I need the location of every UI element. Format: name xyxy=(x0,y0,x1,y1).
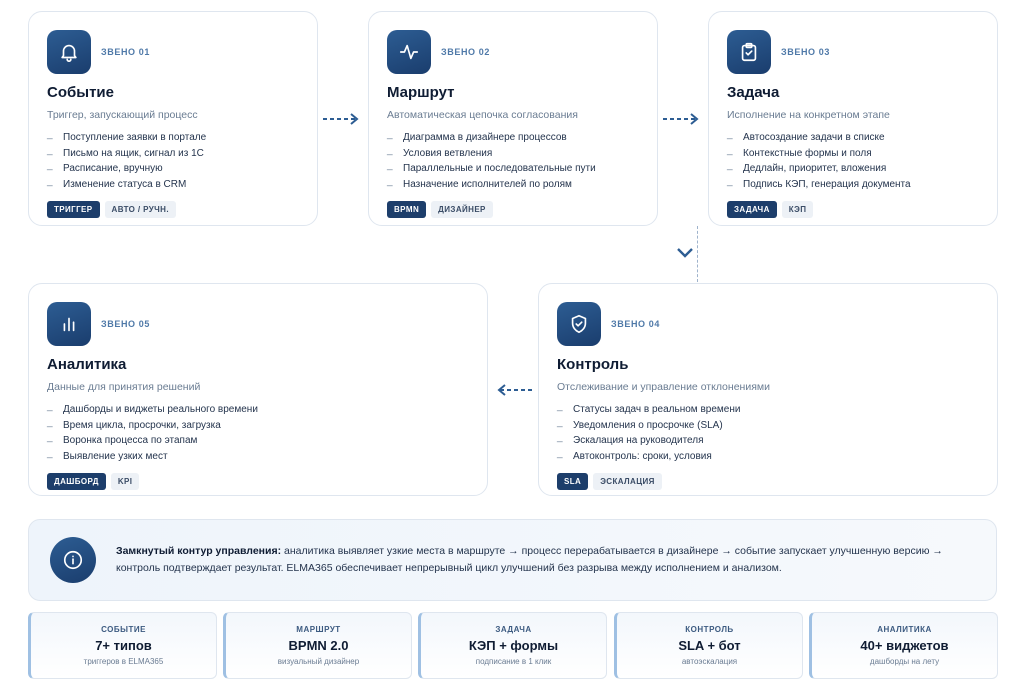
bar-chart-icon xyxy=(47,302,91,346)
step-label: ЗВЕНО 03 xyxy=(781,47,830,57)
stat-value: BPMN 2.0 xyxy=(288,638,349,653)
tag: ТРИГГЕР xyxy=(47,201,100,218)
summary-lead: Замкнутый контур управления: xyxy=(116,545,282,557)
stat-value: КЭП + формы xyxy=(468,638,559,653)
card-subtitle: Отслеживание и управление отклонениями xyxy=(557,381,770,393)
list-item: _ Время цикла, просрочки, загрузка xyxy=(47,418,471,434)
card-subtitle: Автоматическая цепочка согласования xyxy=(387,109,578,121)
card-event xyxy=(28,11,318,226)
shield-check-icon xyxy=(557,302,601,346)
step-label: ЗВЕНО 01 xyxy=(101,47,150,57)
list-item: _ Уведомления о просрочке (SLA) xyxy=(557,418,981,434)
card-title: Маршрут xyxy=(387,84,455,101)
summary-body: аналитика выявляет узкие места в маршруте → процесс перерабатывается в дизайнере → событие запускает улучшенную версию → контроль подтверждает результат. ELMA365 обеспечивает непрерывный цикл улучшений без разрыва между исполнением и анализом. xyxy=(116,545,943,574)
tag: АВТО / РУЧН. xyxy=(105,201,176,218)
list-item: _ Выявление узких мест xyxy=(47,449,471,465)
list-item: _ Условия ветвления xyxy=(387,146,641,162)
stat-card-event xyxy=(28,612,217,679)
bullet-list xyxy=(47,130,301,192)
list-item: _ Диаграмма в дизайнере процессов xyxy=(387,130,641,146)
arrow-down-icon xyxy=(674,240,696,285)
card-title: Событие xyxy=(47,84,114,101)
tag-group xyxy=(727,201,981,218)
stat-value: 40+ виджетов xyxy=(860,638,949,653)
list-item: _ Изменение статуса в CRM xyxy=(47,177,301,193)
list-item: _ Подпись КЭП, генерация документа xyxy=(727,177,981,193)
stat-note: автоэскалация xyxy=(681,657,738,666)
stat-card-analytics xyxy=(809,612,998,679)
summary-banner xyxy=(28,519,997,601)
bullet-list xyxy=(727,130,981,192)
tag-group xyxy=(387,201,641,218)
stat-note: триггеров в ELMA365 xyxy=(83,657,164,666)
tag: ЭСКАЛАЦИЯ xyxy=(593,473,662,490)
tag: BPMN xyxy=(387,201,426,218)
stat-label: СОБЫТИЕ xyxy=(101,625,146,634)
tag-group xyxy=(557,473,981,490)
bullet-list xyxy=(47,402,471,464)
card-subtitle: Данные для принятия решений xyxy=(47,381,201,393)
stat-label: ЗАДАЧА xyxy=(495,625,532,634)
tag: ДАШБОРД xyxy=(47,473,106,490)
stat-note: визуальный дизайнер xyxy=(277,657,360,666)
tag: КЭП xyxy=(782,201,814,218)
clipboard-check-icon xyxy=(727,30,771,74)
bell-icon xyxy=(47,30,91,74)
list-item: _ Расписание, вручную xyxy=(47,161,301,177)
card-route xyxy=(368,11,658,226)
info-icon xyxy=(50,537,96,583)
stat-card-control xyxy=(614,612,803,679)
list-item: _ Статусы задач в реальном времени xyxy=(557,402,981,418)
stat-note: подписание в 1 клик xyxy=(475,657,552,666)
step-label: ЗВЕНО 05 xyxy=(101,319,150,329)
arrow-left-icon xyxy=(494,381,534,399)
tag-group xyxy=(47,473,471,490)
card-title: Задача xyxy=(727,84,780,101)
stat-label: МАРШРУТ xyxy=(296,625,341,634)
card-subtitle: Триггер, запускающий процесс xyxy=(47,109,198,121)
arrow-right-icon xyxy=(322,110,362,128)
list-item: _ Автосоздание задачи в списке xyxy=(727,130,981,146)
list-item: _ Эскалация на руководителя xyxy=(557,433,981,449)
stat-card-route xyxy=(223,612,412,679)
summary-text xyxy=(116,543,976,577)
list-item: _ Автоконтроль: сроки, условия xyxy=(557,449,981,465)
activity-icon xyxy=(387,30,431,74)
tag: ДИЗАЙНЕР xyxy=(431,201,493,218)
tag: ЗАДАЧА xyxy=(727,201,777,218)
step-label: ЗВЕНО 04 xyxy=(611,319,660,329)
stat-label: КОНТРОЛЬ xyxy=(685,625,734,634)
tag: KPI xyxy=(111,473,140,490)
stat-label: АНАЛИТИКА xyxy=(877,625,932,634)
card-analytics xyxy=(28,283,488,496)
list-item: _ Воронка процесса по этапам xyxy=(47,433,471,449)
card-title: Аналитика xyxy=(47,356,127,373)
list-item: _ Контекстные формы и поля xyxy=(727,146,981,162)
card-subtitle: Исполнение на конкретном этапе xyxy=(727,109,890,121)
card-task xyxy=(708,11,998,226)
bullet-list xyxy=(387,130,641,192)
list-item: _ Дашборды и виджеты реального времени xyxy=(47,402,471,418)
list-item: _ Поступление заявки в портале xyxy=(47,130,301,146)
stat-value: SLA + бот xyxy=(678,638,741,653)
tag-group xyxy=(47,201,301,218)
bullet-list xyxy=(557,402,981,464)
list-item: _ Параллельные и последовательные пути xyxy=(387,161,641,177)
connector-line xyxy=(697,226,698,282)
stat-value: 7+ типов xyxy=(95,638,152,653)
card-control xyxy=(538,283,998,496)
arrow-right-icon xyxy=(662,110,702,128)
list-item: _ Дедлайн, приоритет, вложения xyxy=(727,161,981,177)
list-item: _ Письмо на ящик, сигнал из 1С xyxy=(47,146,301,162)
tag: SLA xyxy=(557,473,588,490)
card-title: Контроль xyxy=(557,356,629,373)
list-item: _ Назначение исполнителей по ролям xyxy=(387,177,641,193)
stat-note: дашборды на лету xyxy=(869,657,940,666)
step-label: ЗВЕНО 02 xyxy=(441,47,490,57)
stat-card-task xyxy=(418,612,607,679)
